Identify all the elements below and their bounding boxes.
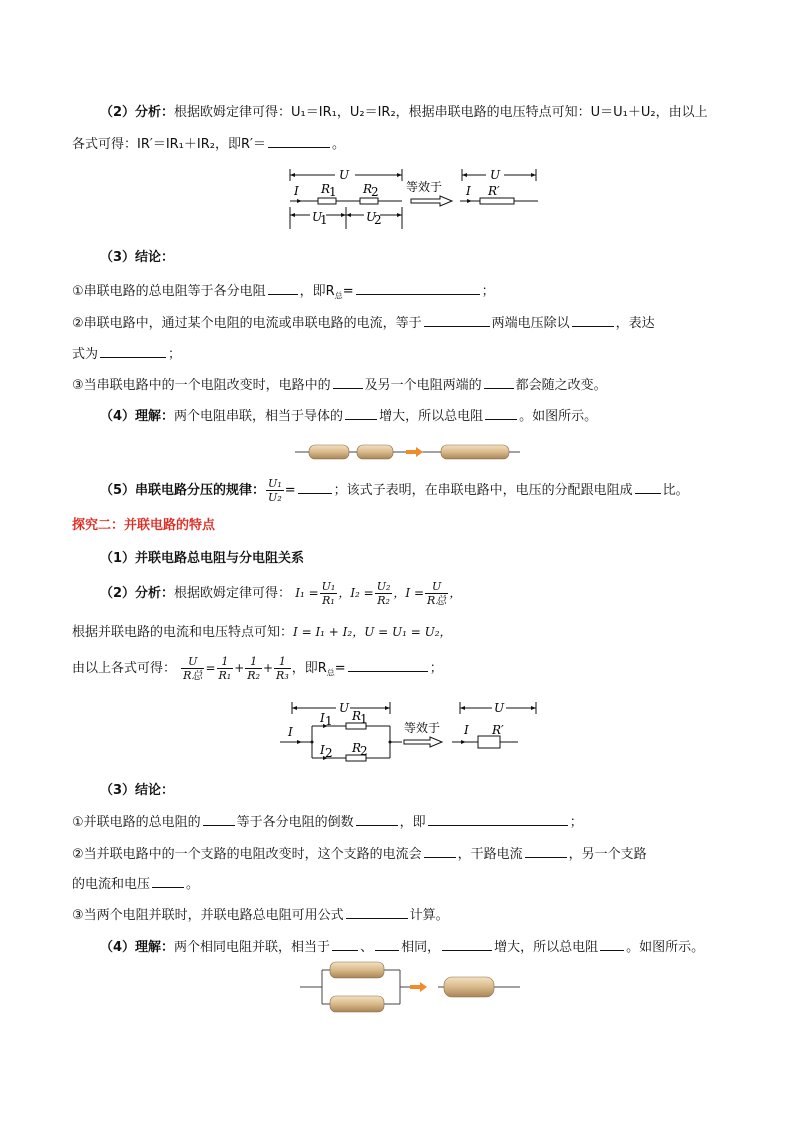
conclusion-text: ②当并联电路中的一个支路的电阻改变时，这个支路的电流会 <box>72 847 422 862</box>
equals-sign: = <box>284 483 296 498</box>
plus-sign: + <box>234 661 245 675</box>
answer-blank[interactable] <box>356 280 480 295</box>
parallel-analysis-line1 <box>100 576 461 611</box>
fig1-label-U1-sub: 1 <box>320 213 328 227</box>
series-voltage-division <box>100 476 689 506</box>
fig1-label-U2-sub: 2 <box>374 213 382 227</box>
fig2-label-R1: R <box>352 709 362 723</box>
understanding-text: 增大，所以总电阻 <box>494 940 599 955</box>
parallel-understanding-label: （4）理解： <box>100 940 175 955</box>
answer-blank[interactable] <box>332 936 358 951</box>
conclusion-text: ①并联电路的总电阻的 <box>72 815 201 830</box>
fig1-label-U-right: U <box>490 168 501 182</box>
conclusion-text: ； <box>481 284 495 299</box>
fig2-label-I2: I <box>320 743 325 757</box>
series-conclusion-2 <box>72 312 655 334</box>
fraction-numerator: 1 <box>217 655 234 669</box>
fig1-label-I-right: I <box>466 184 471 198</box>
series-conductors-illustration <box>295 438 520 466</box>
conclusion-text: 的电流和电压 <box>72 877 151 892</box>
conclusion-text: ，即 <box>399 815 426 830</box>
answer-blank[interactable] <box>484 374 514 389</box>
series-analysis-line2 <box>72 133 345 155</box>
fraction-numerator: 1 <box>274 655 291 669</box>
subscript: 总 <box>326 668 335 678</box>
fig2-label-I-right: I <box>464 723 469 737</box>
fig1-label-U: U <box>339 168 350 182</box>
eq-end: ， <box>449 586 462 600</box>
fig1-equivalent-label: 等效于 <box>406 180 443 194</box>
parallel-circuit-figure <box>280 696 540 772</box>
section-heading-parallel <box>72 516 215 536</box>
fig1-label-R1: R <box>321 182 331 196</box>
parallel-conclusion-3 <box>72 904 449 926</box>
fig1-label-I: I <box>294 184 299 198</box>
fig1-label-R2: R <box>363 182 373 196</box>
fraction-denominator: R₁ <box>218 669 232 682</box>
answer-blank[interactable] <box>100 343 166 358</box>
parallel-analysis-text: 由以上各式可得： <box>72 661 177 676</box>
understanding-text: 。如图所示。 <box>626 940 705 955</box>
fraction-numerator: 1 <box>245 655 262 669</box>
parallel-conclusion-2 <box>72 843 647 865</box>
answer-blank[interactable] <box>525 843 567 858</box>
series-analysis-text2: 各式可得：IR′＝IR₁＋IR₂，即R′＝ <box>72 137 266 152</box>
series-understanding <box>100 405 597 427</box>
parallel-conductors-illustration <box>300 958 520 1016</box>
parallel-conclusion-1 <box>72 811 583 833</box>
voltage-division-text: 比。 <box>662 483 689 498</box>
parallel-conclusion-label: （3）结论： <box>100 783 175 798</box>
parallel-current-voltage-equation: I = I₁ + I₂，U = U₁ = U₂， <box>293 625 452 639</box>
fig2-equivalent-label: 等效于 <box>404 721 441 735</box>
fig2-label-U: U <box>339 701 350 715</box>
answer-blank[interactable] <box>268 280 298 295</box>
answer-blank[interactable] <box>203 811 235 826</box>
series-conclusion-3 <box>72 374 607 396</box>
fig1-label-U2: U <box>366 210 377 224</box>
answer-blank[interactable] <box>424 843 456 858</box>
conclusion-text: ③当两个电阻并联时，并联电路总电阻可用公式 <box>72 908 344 923</box>
series-analysis-line1 <box>100 103 708 123</box>
conclusion-text: 式为 <box>72 347 99 362</box>
parallel-conclusion-heading <box>100 781 174 801</box>
conclusion-text: ，干路电流 <box>457 847 523 862</box>
series-analysis-label: （2）分析： <box>100 105 175 120</box>
understanding-text: 相同， <box>401 940 441 955</box>
fraction-denominator: R₃ <box>276 669 289 682</box>
fig1-label-Rprime: R′ <box>488 184 500 198</box>
parallel-analysis-text: ，即R <box>291 661 327 676</box>
fraction-numerator: U <box>181 655 204 669</box>
conclusion-text: 两端电压除以 <box>491 316 570 331</box>
fig1-label-U1: U <box>312 210 323 224</box>
fraction-denominator: R₁ <box>322 594 335 607</box>
conclusion-text: 及另一个电阻两端的 <box>364 378 482 393</box>
understanding-text: 两个电阻串联，相当于导体的 <box>174 409 344 424</box>
answer-blank[interactable] <box>345 405 377 420</box>
fig1-label-R1-sub: 1 <box>329 185 337 199</box>
parallel-conclusion-2-cont <box>72 873 199 895</box>
conclusion-text: ； <box>569 815 583 830</box>
fig2-label-U-right: U <box>494 701 505 715</box>
fraction-numerator: U₁ <box>321 580 336 593</box>
fig2-label-R2-sub: 2 <box>360 744 368 758</box>
series-analysis-text1: 根据欧姆定律可得：U₁＝IR₁，U₂＝IR₂，根据串联电路的电压特点可知：U＝U₁＋U₂，由以上 <box>174 105 708 120</box>
fig1-label-R2-sub: 2 <box>371 185 379 199</box>
conclusion-text: ③当串联电路中的一个电阻改变时，电路中的 <box>72 378 331 393</box>
series-conclusion-2-cont <box>72 343 181 365</box>
answer-blank[interactable] <box>600 936 624 951</box>
understanding-text: 、 <box>360 940 374 955</box>
fig2-label-R2: R <box>352 741 362 755</box>
fig2-label-I1: I <box>320 711 325 725</box>
fraction-numerator: U <box>425 580 448 594</box>
series-circuit-figure <box>280 163 540 235</box>
answer-blank[interactable] <box>356 811 398 826</box>
understanding-text: 增大，所以总电阻 <box>379 409 484 424</box>
conclusion-text: 计算。 <box>409 908 449 923</box>
fraction-denominator: R总 <box>183 669 203 682</box>
fraction-U2-R2 <box>375 580 393 607</box>
parallel-analysis-text: ； <box>429 661 443 676</box>
fraction-numerator: U₁ <box>268 477 282 490</box>
conclusion-text: ； <box>168 347 182 362</box>
subscript: 总 <box>334 291 343 301</box>
answer-blank[interactable] <box>572 312 614 327</box>
understanding-text: 。如图所示。 <box>519 409 598 424</box>
conclusion-text: 。 <box>186 877 200 892</box>
plus-sign: + <box>262 661 274 675</box>
series-analysis-end: 。 <box>331 137 345 152</box>
parallel-analysis-label: （2）分析： <box>100 586 175 601</box>
conclusion-text: ①串联电路的总电阻等于各分电阻 <box>72 284 266 299</box>
conclusion-text: = <box>342 284 354 299</box>
series-understanding-label: （4）理解： <box>100 409 175 424</box>
eq-I: ，I = <box>393 586 425 600</box>
fraction-1-R3 <box>274 655 291 682</box>
fig2-label-Rprime: R′ <box>492 723 504 737</box>
answer-blank[interactable] <box>333 374 363 389</box>
equals-sign: = <box>205 661 216 675</box>
conclusion-text: ②串联电路中，通过某个电阻的电流或串联电路的电流，等于 <box>72 316 422 331</box>
fraction-1-R2 <box>245 655 262 682</box>
conclusion-text: ，另一个支路 <box>568 847 647 862</box>
answer-blank[interactable] <box>375 936 399 951</box>
fraction-denominator: R₂ <box>377 594 390 607</box>
conclusion-text: ，表达 <box>615 316 655 331</box>
fig2-label-I2-sub: 2 <box>325 746 333 760</box>
answer-blank[interactable] <box>346 904 408 919</box>
fraction-U1-R1 <box>320 580 338 607</box>
eq-I1: I₁ = <box>295 586 319 600</box>
fraction-denominator: U₂ <box>268 491 282 504</box>
answer-blank[interactable] <box>635 479 661 494</box>
voltage-division-text: ；该式子表明，在串联电路中，电压的分配跟电阻成 <box>333 483 633 498</box>
answer-blank[interactable] <box>348 657 428 672</box>
answer-blank[interactable] <box>424 312 490 327</box>
understanding-text: 两个相同电阻并联，相当于 <box>174 940 331 955</box>
parallel-analysis-line2 <box>72 622 452 643</box>
answer-blank[interactable] <box>298 479 332 494</box>
conclusion-text: ，即R <box>299 284 335 299</box>
voltage-division-label: （5）串联电路分压的规律： <box>100 483 266 498</box>
section-heading-text: 探究二：并联电路的特点 <box>72 518 216 533</box>
parallel-analysis-text: = <box>334 661 346 676</box>
conclusion-text: 都会随之改变。 <box>515 378 607 393</box>
parallel-subheading-1 <box>100 549 304 569</box>
series-conclusion-1 <box>72 280 495 307</box>
voltage-ratio-fraction <box>266 477 284 504</box>
fig2-label-I1-sub: 1 <box>325 714 333 728</box>
series-conclusion-heading <box>100 248 174 268</box>
fraction-denominator: R₂ <box>247 669 260 682</box>
answer-blank[interactable] <box>152 873 184 888</box>
parallel-analysis-text: 根据欧姆定律可得： <box>174 586 292 601</box>
fraction-U-Rtotal <box>181 655 204 682</box>
answer-blank[interactable] <box>268 133 330 148</box>
fraction-U-Rtotal <box>425 580 448 607</box>
series-conclusion-label: （3）结论： <box>100 250 175 265</box>
parallel-subheading-text: （1）并联电路总电阻与分电阻关系 <box>100 551 305 566</box>
fraction-numerator: U₂ <box>376 580 391 593</box>
fig2-label-R1-sub: 1 <box>360 712 368 726</box>
answer-blank[interactable] <box>485 405 517 420</box>
fig2-label-I: I <box>288 725 293 739</box>
eq-I2: ，I₂ = <box>338 586 374 600</box>
fraction-1-R1 <box>217 655 234 682</box>
answer-blank[interactable] <box>428 811 568 826</box>
answer-blank[interactable] <box>442 936 492 951</box>
parallel-analysis-text: 根据并联电路的电流和电压特点可知： <box>72 625 294 640</box>
fraction-denominator: R总 <box>427 594 447 607</box>
parallel-analysis-line3 <box>72 650 443 692</box>
parallel-understanding <box>100 936 704 958</box>
conclusion-text: 等于各分电阻的倒数 <box>236 815 354 830</box>
